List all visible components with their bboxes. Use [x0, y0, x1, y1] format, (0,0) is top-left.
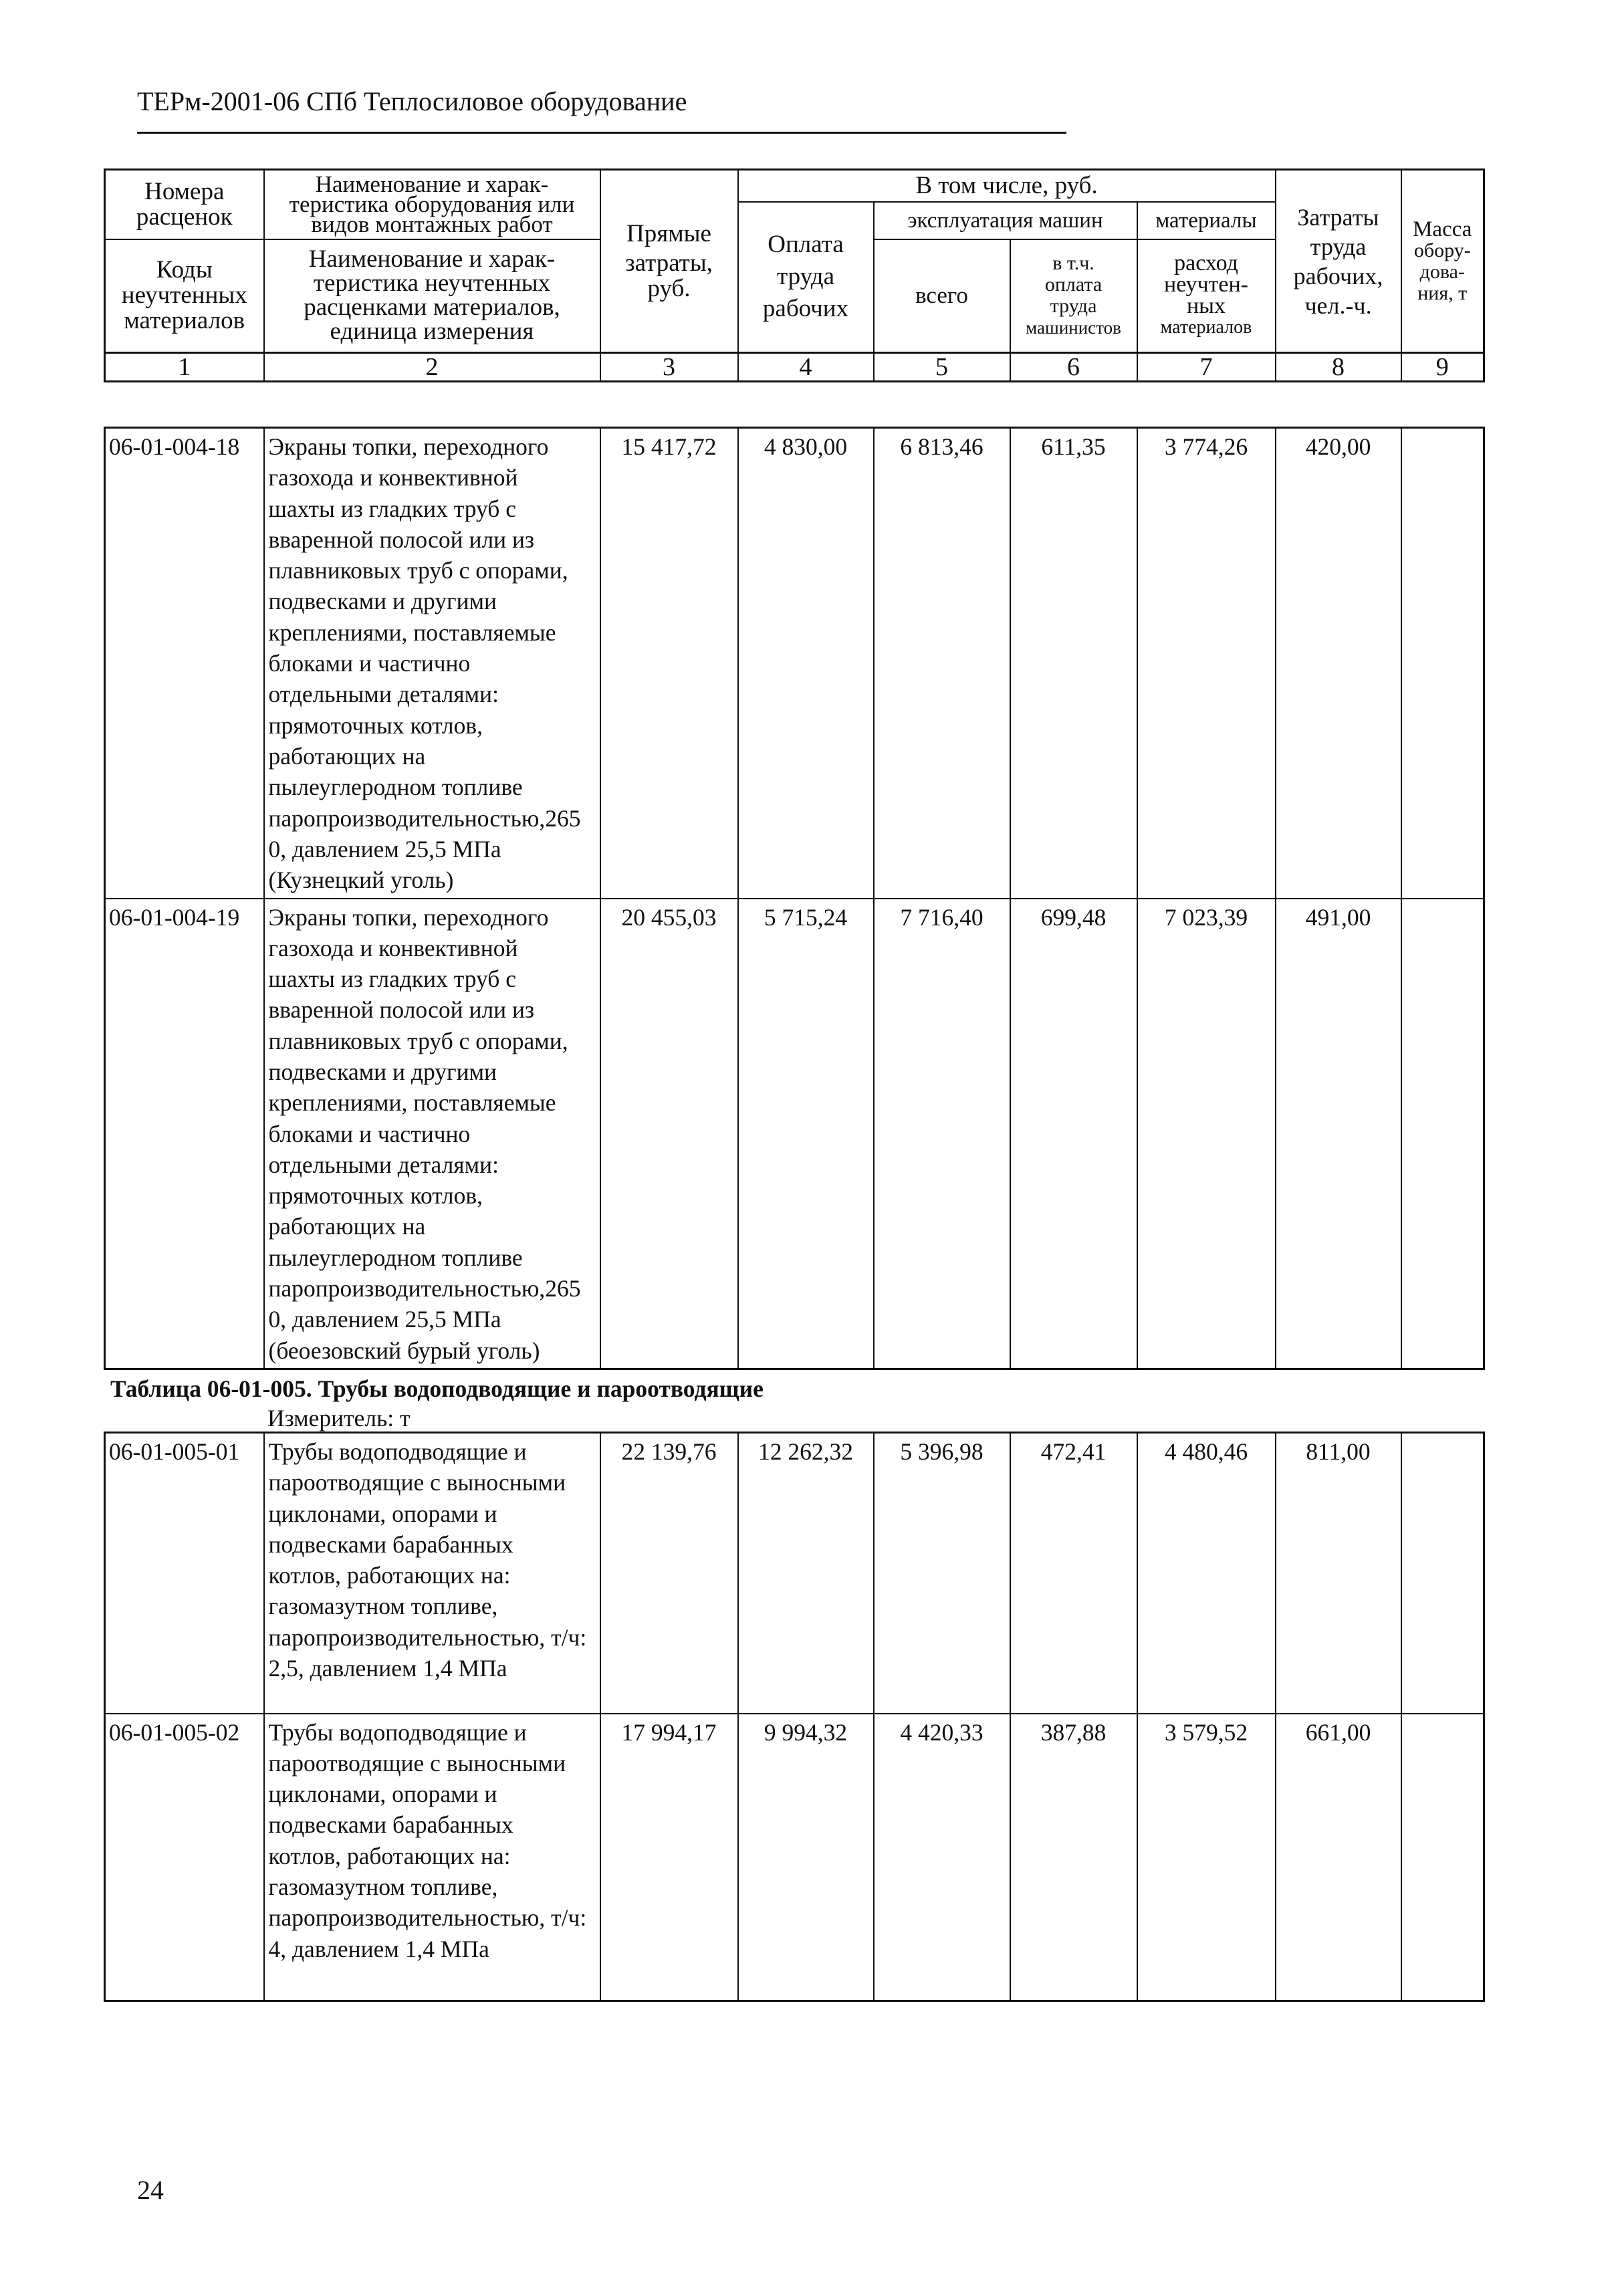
table-row: [105, 1714, 1484, 2001]
column-number: 2: [264, 353, 600, 382]
rate-code: 06-01-004-18: [105, 428, 264, 899]
materials-cost: 4 480,46: [1137, 1433, 1276, 1714]
direct-costs: 22 139,76: [600, 1433, 738, 1714]
rates-table-005: [104, 1432, 1485, 2002]
col2-bottom-header: Наименование и харак- теристика неучтенных расценками материалов, единица измерения: [264, 239, 600, 353]
group-header: В том числе, руб.: [738, 170, 1276, 202]
machines-header: эксплуатация машин: [874, 202, 1137, 239]
col9-header: Масса обору- дова- ния, т: [1401, 170, 1484, 353]
equipment-mass: [1401, 1433, 1484, 1714]
column-number: 6: [1010, 353, 1137, 382]
equipment-mass: [1401, 1714, 1484, 2001]
rate-code: 06-01-004-19: [105, 899, 264, 1369]
machines-total: 6 813,46: [874, 428, 1010, 899]
rate-name: Трубы водоподводящие и пароотводящие с выносными циклонами, опорами и подвесками барабанных котлов, работающих на: газомазутном топливе, паропроизводительностью, т/ч: 4, давлением 1,4 МПа: [264, 1714, 600, 2001]
machinists-pay: 387,88: [1010, 1714, 1137, 2001]
rate-name: Экраны топки, переходного газохода и конвективной шахты из гладких труб с вваренной полосой или из плавниковых труб с опорами, подвесками и другими креплениями, поставляемые блоками и частично отдельными деталями: прямоточных котлов, работающих на пылеуглеродном топливе паропроизводительностью,265 0, давлением 25,5 МПа (Кузнецкий уголь): [264, 428, 600, 899]
column-number: 3: [600, 353, 738, 382]
labor-hours: 661,00: [1276, 1714, 1401, 2001]
equipment-mass: [1401, 428, 1484, 899]
direct-costs: 20 455,03: [600, 899, 738, 1369]
rate-code: 06-01-005-02: [105, 1714, 264, 2001]
labor-hours: 811,00: [1276, 1433, 1401, 1714]
col1-top-header: Номера расценок: [105, 170, 264, 239]
materials-cost: 3 774,26: [1137, 428, 1276, 899]
running-head: ТЕРм-2001-06 СПб Теплосиловое оборудование: [137, 86, 687, 116]
column-number: 8: [1276, 353, 1401, 382]
machines-total: 7 716,40: [874, 899, 1010, 1369]
col1-bottom-header: Коды неучтенных материалов: [105, 239, 264, 353]
equipment-mass: [1401, 899, 1484, 1369]
rate-name: Трубы водоподводящие и пароотводящие с выносными циклонами, опорами и подвесками барабанных котлов, работающих на: газомазутном топливе, паропроизводительностью, т/ч: 2,5, давлением 1,4 МПа: [264, 1433, 600, 1714]
column-number: 9: [1401, 353, 1484, 382]
col6-header: в т.ч. оплата труда машинистов: [1010, 239, 1137, 353]
labor-pay: 9 994,32: [738, 1714, 874, 2001]
column-number: 7: [1137, 353, 1276, 382]
labor-pay: 12 262,32: [738, 1433, 874, 1714]
column-number: 4: [738, 353, 874, 382]
machinists-pay: 611,35: [1010, 428, 1137, 899]
col3-header: Прямые затраты, руб.: [600, 170, 738, 353]
table-title: Таблица 06-01-005. Трубы водоподводящие и пароотводящие: [110, 1375, 764, 1402]
direct-costs: 17 994,17: [600, 1714, 738, 2001]
materials-cost: 7 023,39: [1137, 899, 1276, 1369]
table-row: [105, 428, 1484, 899]
labor-pay: 4 830,00: [738, 428, 874, 899]
rate-code: 06-01-005-01: [105, 1433, 264, 1714]
machines-total: 5 396,98: [874, 1433, 1010, 1714]
machinists-pay: 699,48: [1010, 899, 1137, 1369]
col7-header: расход неучтен- ных материалов: [1137, 239, 1276, 353]
materials-cost: 3 579,52: [1137, 1714, 1276, 2001]
materials-header: материалы: [1137, 202, 1276, 239]
table-row: [105, 899, 1484, 1369]
labor-hours: 491,00: [1276, 899, 1401, 1369]
labor-hours: 420,00: [1276, 428, 1401, 899]
rate-name: Экраны топки, переходного газохода и конвективной шахты из гладких труб с вваренной полосой или из плавниковых труб с опорами, подвесками и другими креплениями, поставляемые блоками и частично отдельными деталями: прямоточных котлов, работающих на пылеуглеродном топливе паропроизводительностью,265 0, давлением 25,5 МПа (беоезовский бурый уголь): [264, 899, 600, 1369]
column-number-row: [105, 353, 1484, 382]
column-number: 1: [105, 353, 264, 382]
labor-pay: 5 715,24: [738, 899, 874, 1369]
col5-header: всего: [874, 239, 1010, 353]
header-rule: [137, 132, 1066, 134]
column-header-table: [104, 168, 1485, 382]
col8-header: Затраты труда рабочих, чел.-ч.: [1276, 170, 1401, 353]
col2-top-header: Наименование и харак- теристика оборудования или видов монтажных работ: [264, 170, 600, 239]
page-number: 24: [137, 2175, 164, 2205]
machinists-pay: 472,41: [1010, 1433, 1137, 1714]
column-number: 5: [874, 353, 1010, 382]
table-row: [105, 1433, 1484, 1714]
direct-costs: 15 417,72: [600, 428, 738, 899]
machines-total: 4 420,33: [874, 1714, 1010, 2001]
col4-header: Оплата труда рабочих: [738, 202, 874, 353]
unit-label: Измеритель: т: [267, 1405, 411, 1432]
rates-table-004: [104, 427, 1485, 1370]
